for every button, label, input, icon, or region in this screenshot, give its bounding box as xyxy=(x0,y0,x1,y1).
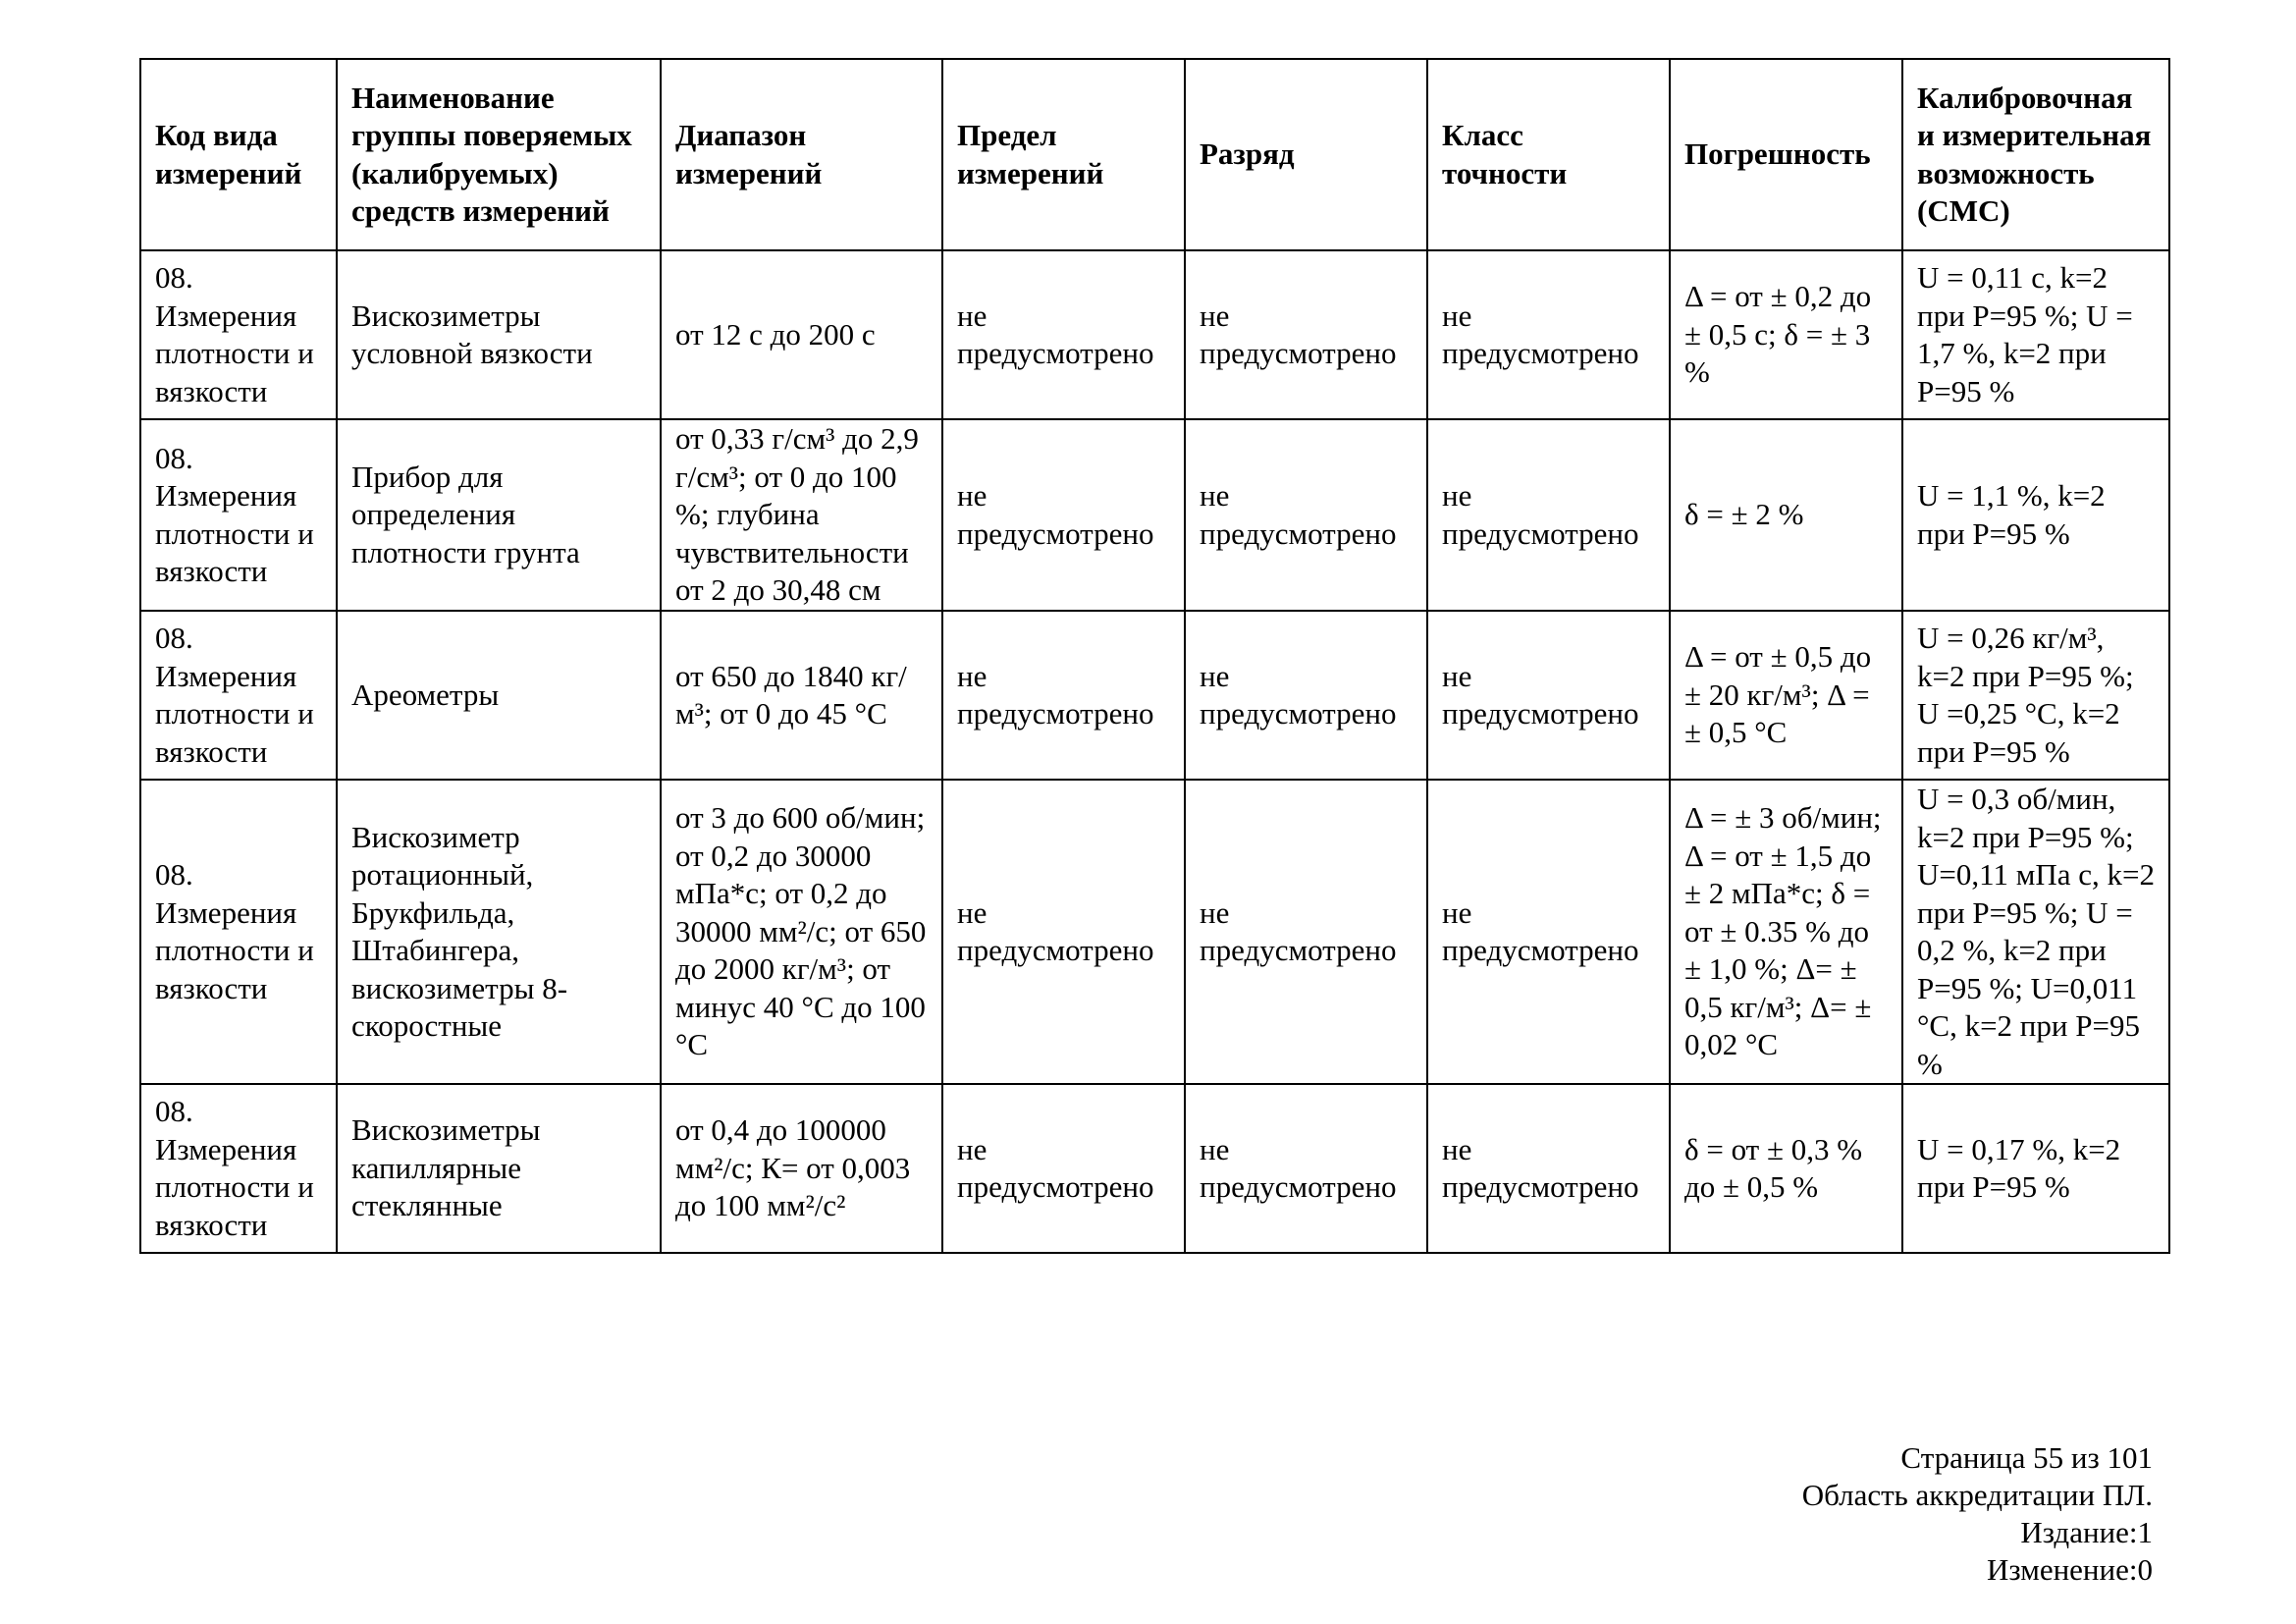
cell-name: Вискозиметр ротационный, Брукфильда, Штабингера, вискозиметры 8-скоростные xyxy=(337,780,661,1084)
header-measurement-code: Код вида измерений xyxy=(140,59,337,250)
cell-error: Δ = от ± 0,2 до ± 0,5 с; δ = ± 3 % xyxy=(1670,250,1902,419)
cell-accuracy-class: не предусмотрено xyxy=(1427,611,1670,780)
cell-limit: не предусмотрено xyxy=(942,1084,1185,1253)
header-grade: Разряд xyxy=(1185,59,1427,250)
cell-accuracy-class: не предусмотрено xyxy=(1427,780,1670,1084)
cell-range: от 650 до 1840 кг/м³; от 0 до 45 °С xyxy=(661,611,942,780)
cell-range: от 0,33 г/см³ до 2,9 г/см³; от 0 до 100 %; глубина чувствительности от 2 до 30,48 см xyxy=(661,419,942,611)
header-accuracy-class: Класс точности xyxy=(1427,59,1670,250)
cell-range: от 12 с до 200 с xyxy=(661,250,942,419)
edition-label: Издание:1 xyxy=(2020,1515,2153,1549)
cell-grade: не предусмотрено xyxy=(1185,250,1427,419)
change-label: Изменение:0 xyxy=(1987,1552,2153,1587)
cell-limit: не предусмотрено xyxy=(942,419,1185,611)
cell-range: от 3 до 600 об/мин; от 0,2 до 30000 мПа*с; от 0,2 до 30000 мм²/с; от 650 до 2000 кг/м³; от минус 40 °С до 100 °С xyxy=(661,780,942,1084)
cell-limit: не предусмотрено xyxy=(942,780,1185,1084)
cell-cmc: U = 0,26 кг/м³, k=2 при P=95 %; U =0,25 °С, k=2 при P=95 % xyxy=(1902,611,2169,780)
cell-code: 08. Измерения плотности и вязкости xyxy=(140,419,337,611)
table-row xyxy=(140,250,2169,419)
cell-code: 08. Измерения плотности и вязкости xyxy=(140,611,337,780)
page-footer xyxy=(1802,1439,2153,1589)
cell-name: Вискозиметры условной вязкости xyxy=(337,250,661,419)
cell-error: δ = ± 2 % xyxy=(1670,419,1902,611)
cell-cmc: U = 0,11 с, k=2 при P=95 %; U = 1,7 %, k=2 при P=95 % xyxy=(1902,250,2169,419)
cell-accuracy-class: не предусмотрено xyxy=(1427,250,1670,419)
accreditation-scope-table xyxy=(139,58,2170,1254)
cell-cmc: U = 0,17 %, k=2 при P=95 % xyxy=(1902,1084,2169,1253)
cell-name: Прибор для определения плотности грунта xyxy=(337,419,661,611)
cell-cmc: U = 1,1 %, k=2 при P=95 % xyxy=(1902,419,2169,611)
cell-error: δ = от ± 0,3 % до ± 0,5 % xyxy=(1670,1084,1902,1253)
header-cmc: Калибровочная и измерительная возможность (СМС) xyxy=(1902,59,2169,250)
cell-name: Вискозиметры капиллярные стеклянные xyxy=(337,1084,661,1253)
cell-accuracy-class: не предусмотрено xyxy=(1427,419,1670,611)
table-row xyxy=(140,780,2169,1084)
cell-grade: не предусмотрено xyxy=(1185,1084,1427,1253)
table-row xyxy=(140,611,2169,780)
cell-grade: не предусмотрено xyxy=(1185,611,1427,780)
cell-code: 08. Измерения плотности и вязкости xyxy=(140,780,337,1084)
table-row xyxy=(140,419,2169,611)
cell-error: Δ = от ± 0,5 до ± 20 кг/м³; Δ = ± 0,5 °С xyxy=(1670,611,1902,780)
cell-name: Ареометры xyxy=(337,611,661,780)
cell-range: от 0,4 до 100000 мм²/с; К= от 0,003 до 100 мм²/с² xyxy=(661,1084,942,1253)
cell-limit: не предусмотрено xyxy=(942,611,1185,780)
header-instrument-group: Наименование группы поверяемых (калибруемых) средств измерений xyxy=(337,59,661,250)
header-measurement-range: Диапазон измерений xyxy=(661,59,942,250)
cell-accuracy-class: не предусмотрено xyxy=(1427,1084,1670,1253)
accreditation-scope-label: Область аккредитации ПЛ. xyxy=(1801,1478,2153,1512)
table-header-row xyxy=(140,59,2169,250)
cell-grade: не предусмотрено xyxy=(1185,780,1427,1084)
cell-error: Δ = ± 3 об/мин; Δ = от ± 1,5 до ± 2 мПа*с; δ = от ± 0.35 % до ± 1,0 %; Δ= ± 0,5 кг/м³; Δ= ± 0,02 °С xyxy=(1670,780,1902,1084)
header-measurement-limit: Предел измерений xyxy=(942,59,1185,250)
page-number: Страница 55 из 101 xyxy=(1900,1440,2153,1475)
cell-limit: не предусмотрено xyxy=(942,250,1185,419)
cell-code: 08. Измерения плотности и вязкости xyxy=(140,250,337,419)
cell-grade: не предусмотрено xyxy=(1185,419,1427,611)
table-row xyxy=(140,1084,2169,1253)
cell-code: 08. Измерения плотности и вязкости xyxy=(140,1084,337,1253)
cell-cmc: U = 0,3 об/мин, k=2 при P=95 %; U=0,11 мПа с, k=2 при P=95 %; U = 0,2 %, k=2 при P=95 %; U=0,011 °С, k=2 при P=95 % xyxy=(1902,780,2169,1084)
header-error: Погрешность xyxy=(1670,59,1902,250)
